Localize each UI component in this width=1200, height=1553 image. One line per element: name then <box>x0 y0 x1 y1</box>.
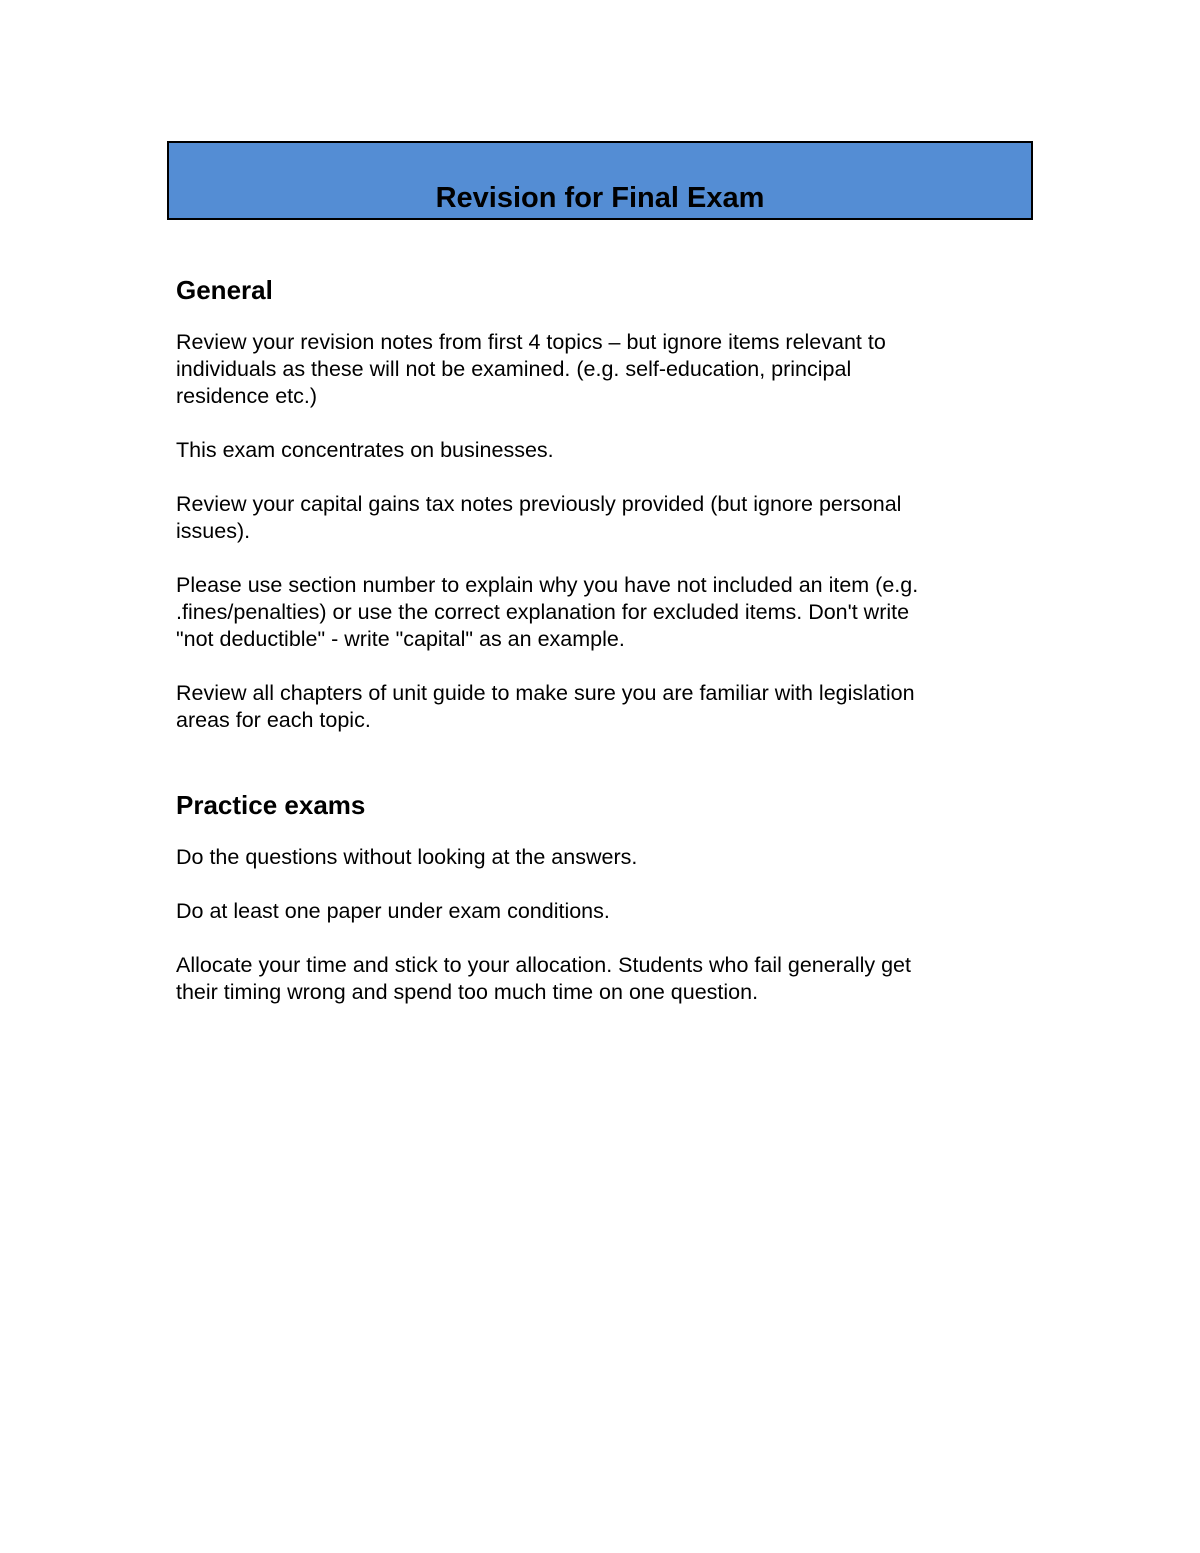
document-body <box>176 273 1006 1006</box>
paragraph: Review all chapters of unit guide to make sure you are familiar with legislation areas for each topic. <box>176 681 915 732</box>
paragraph: Review your capital gains tax notes previously provided (but ignore personal issues). <box>176 492 902 543</box>
paragraph: Review your revision notes from first 4 topics – but ignore items relevant to individuals as these will not be examined. (e.g. self-education, principal residence etc.) <box>176 330 886 408</box>
document-title: Revision for Final Exam <box>435 182 765 214</box>
paragraph: Allocate your time and stick to your allocation. Students who fail generally get their timing wrong and spend too much time on one question. <box>176 953 911 1004</box>
paragraph: Please use section number to explain why you have not included an item (e.g. .fines/penalties) or use the correct explanation for excluded items. Don't write "not deductible" - write "capital" as an example. <box>176 573 919 651</box>
section-heading-practice-exams: Practice exams <box>176 790 366 820</box>
title-banner <box>167 141 1033 220</box>
paragraph: Do at least one paper under exam conditions. <box>176 899 610 923</box>
paragraph: Do the questions without looking at the answers. <box>176 845 638 869</box>
section-heading-general: General <box>176 275 273 305</box>
paragraph: This exam concentrates on businesses. <box>176 438 554 462</box>
